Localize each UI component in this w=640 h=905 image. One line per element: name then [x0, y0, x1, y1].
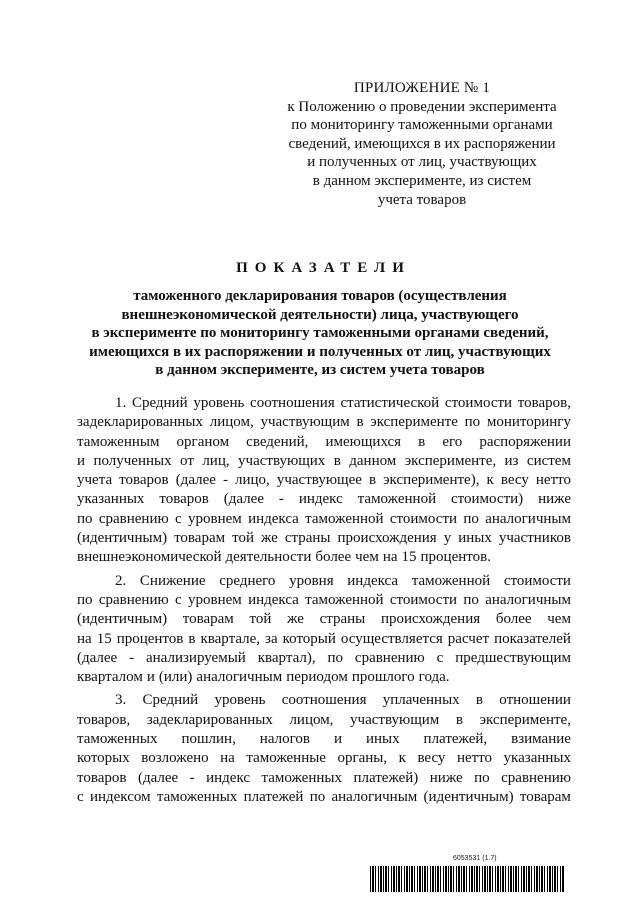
body-line: 2. Снижение среднего уровня индекса таможенной стоимости: [115, 572, 571, 589]
document-subheading: [40, 287, 600, 380]
barcode-number: 6053531 (1.7): [453, 855, 497, 862]
body-line: товаров (далее - индекс таможенных платежей) ниже по сравнению: [77, 769, 571, 786]
body-line: 1. Средний уровень соотношения статистической стоимости товаров,: [115, 395, 571, 411]
body-line: товаров, задекларированных лицом, участвующим в эксперименте,: [77, 711, 571, 728]
appendix-line: по мониторингу таможенными органами: [291, 117, 553, 134]
body-line: на 15 процентов в квартале, за который осуществляется расчет показателей: [77, 630, 571, 647]
body-line: задекларированных лицом, участвующим в эксперименте по мониторингу: [77, 414, 571, 431]
body-line: 3. Средний уровень соотношения уплаченных в отношении: [115, 692, 571, 709]
body-line: таможенных пошлин, налогов и иных платежей, взимание: [77, 731, 571, 748]
body-line: по сравнению с уровнем индекса таможенной стоимости по аналогичным: [77, 591, 571, 608]
body-line: учета товаров (далее - лицо, участвующее в эксперименте), к весу нетто: [77, 472, 571, 489]
body-line: кварталом и (или) аналогичным периодом прошлого года.: [77, 669, 450, 686]
appendix-line: в данном эксперименте, из систем: [312, 172, 532, 189]
body-line: и полученных от лиц, участвующих в данном эксперименте, из систем: [77, 452, 571, 469]
body-line: (далее - анализируемый квартал), по сравнению с предшествующим: [77, 649, 571, 666]
body-line: указанных товаров (далее - индекс таможенной стоимости) ниже: [77, 491, 571, 508]
appendix-line: и полученных от лиц, участвующих: [307, 154, 537, 171]
appendix-line: к Положению о проведении эксперимента: [287, 98, 557, 115]
document-footer: [370, 855, 570, 895]
body-line: (идентичным) товарам той же страны происхождения более чем: [77, 611, 571, 628]
appendix-title: ПРИЛОЖЕНИЕ № 1: [353, 80, 491, 96]
appendix-line: учета товаров: [377, 191, 467, 208]
document-body: [77, 394, 571, 807]
body-line: по сравнению с уровнем индекса таможенной стоимости по аналогичным: [77, 510, 571, 527]
body-line: внешнеэкономической деятельности более чем на 15 процентов.: [77, 549, 491, 566]
subheading-line: имеющихся в их распоряжении и полученных от лиц, участвующих: [89, 343, 551, 360]
subheading-line: в данном эксперименте, из систем учета товаров: [155, 362, 485, 379]
subheading-line: в эксперименте по мониторингу таможенными органами сведений,: [91, 325, 549, 342]
subheading-line: внешнеэкономической деятельности) лица, участвующего: [121, 306, 519, 323]
appendix-header: [262, 79, 582, 209]
subheading-line: таможенного декларирования товаров (осуществления: [133, 288, 507, 304]
body-line: таможенным органом сведений, имеющихся в его распоряжении: [77, 433, 571, 450]
document-heading: ПОКАЗАТЕЛИ: [236, 260, 411, 276]
barcode-icon: [370, 866, 564, 892]
body-line: (идентичным) товарам той же страны происхождения у иных участников: [77, 530, 571, 547]
body-line: которых возложено на таможенные органы, к весу нетто указанных: [77, 750, 571, 767]
appendix-line: сведений, имеющихся в их распоряжении: [288, 135, 556, 152]
body-line: с индексом таможенных платежей по аналогичным (идентичным) товарам: [77, 788, 571, 805]
